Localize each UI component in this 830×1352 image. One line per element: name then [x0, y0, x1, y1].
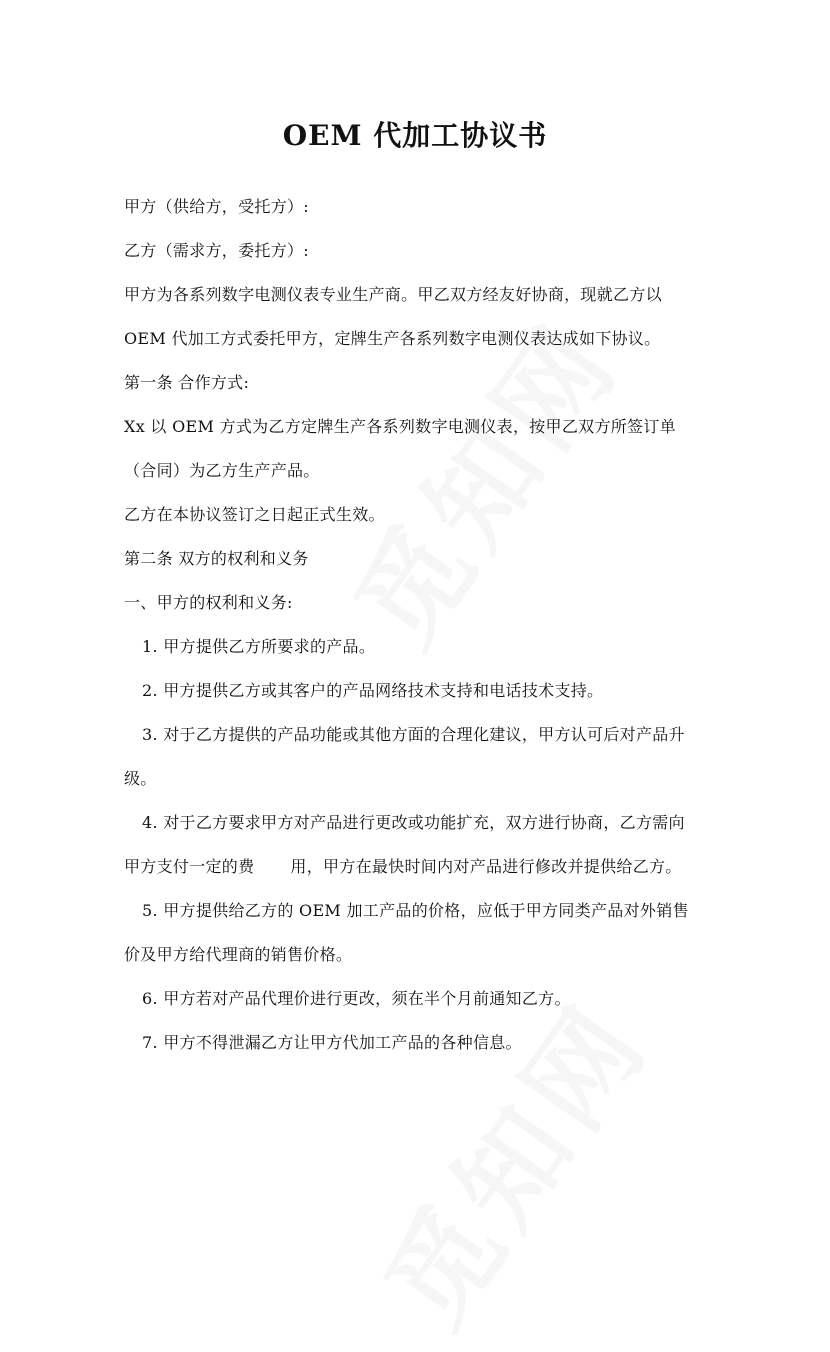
watermark — [342, 966, 678, 1352]
article1-paragraph-2: 乙方在本协议签订之日起正式生效。 — [124, 505, 385, 524]
list-item-4-line-2-part-b: 用，甲方在最快时间内对产品进行修改并提供给乙方。 — [290, 857, 682, 876]
list-item-2: 2. 甲方提供乙方或其客户的产品网络技术支持和电话技术支持。 — [142, 681, 604, 700]
list-item-6: 6. 甲方若对产品代理价进行更改，须在半个月前通知乙方。 — [142, 989, 571, 1008]
article1-paragraph-line-2: （合同）为乙方生产产品。 — [124, 461, 320, 480]
list-item-4-line-1: 4. 对于乙方要求甲方对产品进行更改或功能扩充，双方进行协商，乙方需向 — [142, 813, 685, 832]
list-item-4-line-2 — [124, 854, 682, 877]
article1-title: 第一条 合作方式: — [124, 373, 250, 392]
list-item-3-line-1: 3. 对于乙方提供的产品功能或其他方面的合理化建议，甲方认可后对产品升 — [142, 725, 685, 744]
list-item-3-line-2: 级。 — [124, 769, 157, 788]
party-a-line: 甲方（供给方，受托方）: — [124, 197, 309, 216]
list-item-5-line-2: 价及甲方给代理商的销售价格。 — [124, 945, 353, 964]
article2-title: 第二条 双方的权利和义务 — [124, 549, 309, 568]
section-a-title: 一、甲方的权利和义务: — [124, 593, 293, 612]
page-title: OEM 代加工协议书 — [282, 119, 548, 152]
list-item-7: 7. 甲方不得泄漏乙方让甲方代加工产品的各种信息。 — [142, 1033, 522, 1052]
intro-line-2: OEM 代加工方式委托甲方，定牌生产各系列数字电测仪表达成如下协议。 — [124, 329, 661, 348]
article1-paragraph-line-1: Xx 以 OEM 方式为乙方定牌生产各系列数字电测仪表，按甲乙双方所签订单 — [124, 417, 676, 436]
list-item-4-line-2-part-a: 甲方支付一定的费 — [124, 857, 255, 876]
intro-line-1: 甲方为各系列数字电测仪表专业生产商。甲乙双方经友好协商，现就乙方以 — [124, 285, 662, 304]
list-item-5-line-1: 5. 甲方提供给乙方的 OEM 加工产品的价格，应低于甲方同类产品对外销售 — [142, 901, 689, 920]
party-b-line: 乙方（需求方，委托方）: — [124, 241, 309, 260]
list-item-1: 1. 甲方提供乙方所要求的产品。 — [142, 637, 376, 656]
